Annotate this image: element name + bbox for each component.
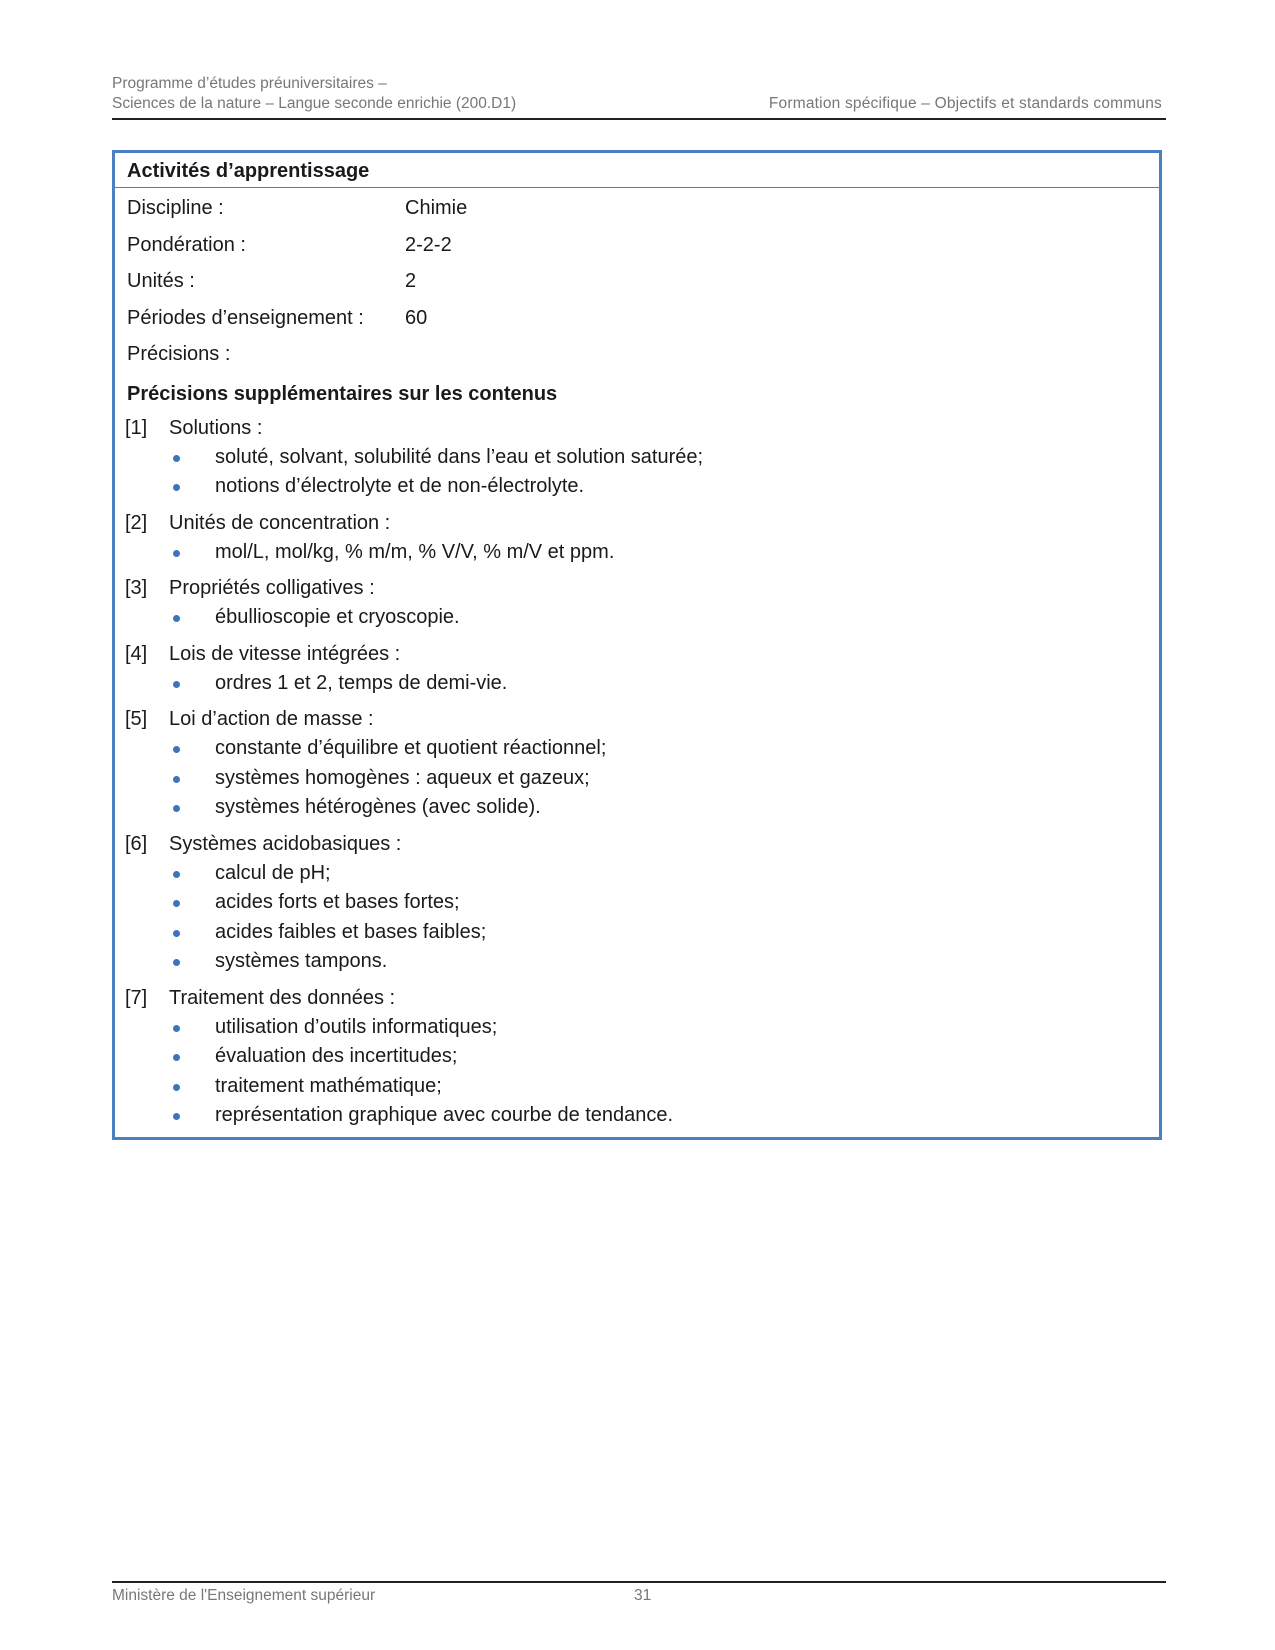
bullet-icon [173,1113,180,1120]
list-item-text: systèmes homogènes : aqueux et gazeux; [215,766,590,789]
page-header [112,74,1166,120]
section-heading [115,508,1159,538]
section-number: [6] [125,832,148,855]
section-number: [3] [125,577,148,599]
field-value: 60 [405,306,428,329]
section-number: [4] [125,642,148,665]
header-program [112,74,516,114]
content-section [115,983,1159,1131]
content-subheading: Précisions supplémentaires sur les contenus [127,382,558,405]
section-number: [2] [125,511,148,534]
bullet-icon [173,1084,180,1091]
list-item [115,918,1159,948]
list-item-text: ébullioscopie et cryoscopie. [215,606,460,628]
header-line-1: Programme d’études préuniversitaires – [112,75,387,92]
list-item-text: calcul de pH; [215,861,331,884]
bullet-icon [173,455,180,462]
header-line-2: Sciences de la nature – Langue seconde enrichie (200.D1) [112,95,517,112]
field-value: Chimie [405,197,468,219]
bullet-icon [173,776,180,783]
section-title: Lois de vitesse intégrées : [169,642,401,665]
list-item [115,1101,1159,1131]
field-row [115,263,1159,300]
field-value: 2-2-2 [405,233,452,256]
content-section [115,704,1159,823]
footer-ministry: Ministère de l'Enseignement supérieur [112,1587,376,1604]
list-item [115,603,1159,633]
list-item-text: évaluation des incertitudes; [215,1045,458,1067]
content-section [115,573,1159,633]
list-item [115,947,1159,977]
list-item-text: acides faibles et bases faibles; [215,920,487,943]
list-item [115,734,1159,764]
bullet-icon [173,1054,180,1061]
section-heading [115,983,1159,1013]
section-heading [115,573,1159,603]
list-item-text: notions d’électrolyte et de non-électrolyte. [215,475,585,497]
bullet-icon [173,900,180,907]
field-label: Périodes d’enseignement : [127,306,364,329]
list-item [115,443,1159,473]
list-item-text: traitement mathématique; [215,1074,442,1097]
section-title: Loi d’action de masse : [169,708,374,730]
bullet-icon [173,484,180,491]
list-item [115,888,1159,918]
field-row [115,227,1159,264]
content-sections [115,413,1159,1131]
section-heading [115,413,1159,443]
field-value: 2 [405,270,417,292]
section-title: Propriétés colligatives : [169,577,375,599]
content-section [115,639,1159,699]
bullet-icon [173,930,180,937]
list-item-text: soluté, solvant, solubilité dans l’eau et solution saturée; [215,445,704,468]
section-number: [1] [125,416,148,439]
section-title: Systèmes acidobasiques : [169,832,402,855]
list-item [115,1072,1159,1102]
list-item [115,669,1159,699]
list-item-text: ordres 1 et 2, temps de demi-vie. [215,671,508,694]
list-item [115,764,1159,794]
section-heading [115,704,1159,734]
bullet-icon [173,681,180,688]
learning-activities-box [112,150,1162,1140]
list-item-text: systèmes tampons. [215,950,388,972]
list-item [115,859,1159,889]
header-section-title: Formation spécifique – Objectifs et standards communs [768,95,1162,112]
content-section [115,829,1159,977]
box-title: Activités d’apprentissage [115,153,1159,188]
list-item-text: mol/L, mol/kg, % m/m, % V/V, % m/V et ppm. [215,540,615,563]
page-footer [112,1581,1166,1604]
section-number: [5] [125,708,148,730]
list-item-text: acides forts et bases fortes; [215,891,460,913]
page-number: 31 [634,1587,652,1604]
list-item [115,793,1159,823]
content-section [115,413,1159,502]
field-row [115,300,1159,337]
list-item-text: constante d’équilibre et quotient réactionnel; [215,737,607,759]
bullet-icon [173,1025,180,1032]
field-label: Précisions : [127,343,231,365]
list-item [115,1042,1159,1072]
fields-list [115,190,1159,373]
list-item [115,1013,1159,1043]
section-heading [115,829,1159,859]
bullet-icon [173,805,180,812]
list-item-text: utilisation d’outils informatiques; [215,1015,498,1038]
list-item [115,538,1159,568]
section-title: Unités de concentration : [169,511,391,534]
section-number: [7] [125,986,148,1009]
list-item-text: représentation graphique avec courbe de tendance. [215,1104,674,1126]
section-heading [115,639,1159,669]
section-title: Solutions : [169,416,263,439]
list-item-text: systèmes hétérogènes (avec solide). [215,796,541,818]
field-label: Pondération : [127,233,246,256]
section-title: Traitement des données : [169,986,396,1009]
field-label: Discipline : [127,197,224,219]
bullet-icon [173,615,180,622]
bullet-icon [173,746,180,753]
bullet-icon [173,550,180,557]
field-row [115,190,1159,227]
field-label: Unités : [127,270,195,292]
content-section [115,508,1159,568]
field-row [115,336,1159,373]
bullet-icon [173,871,180,878]
bullet-icon [173,959,180,966]
list-item [115,472,1159,502]
